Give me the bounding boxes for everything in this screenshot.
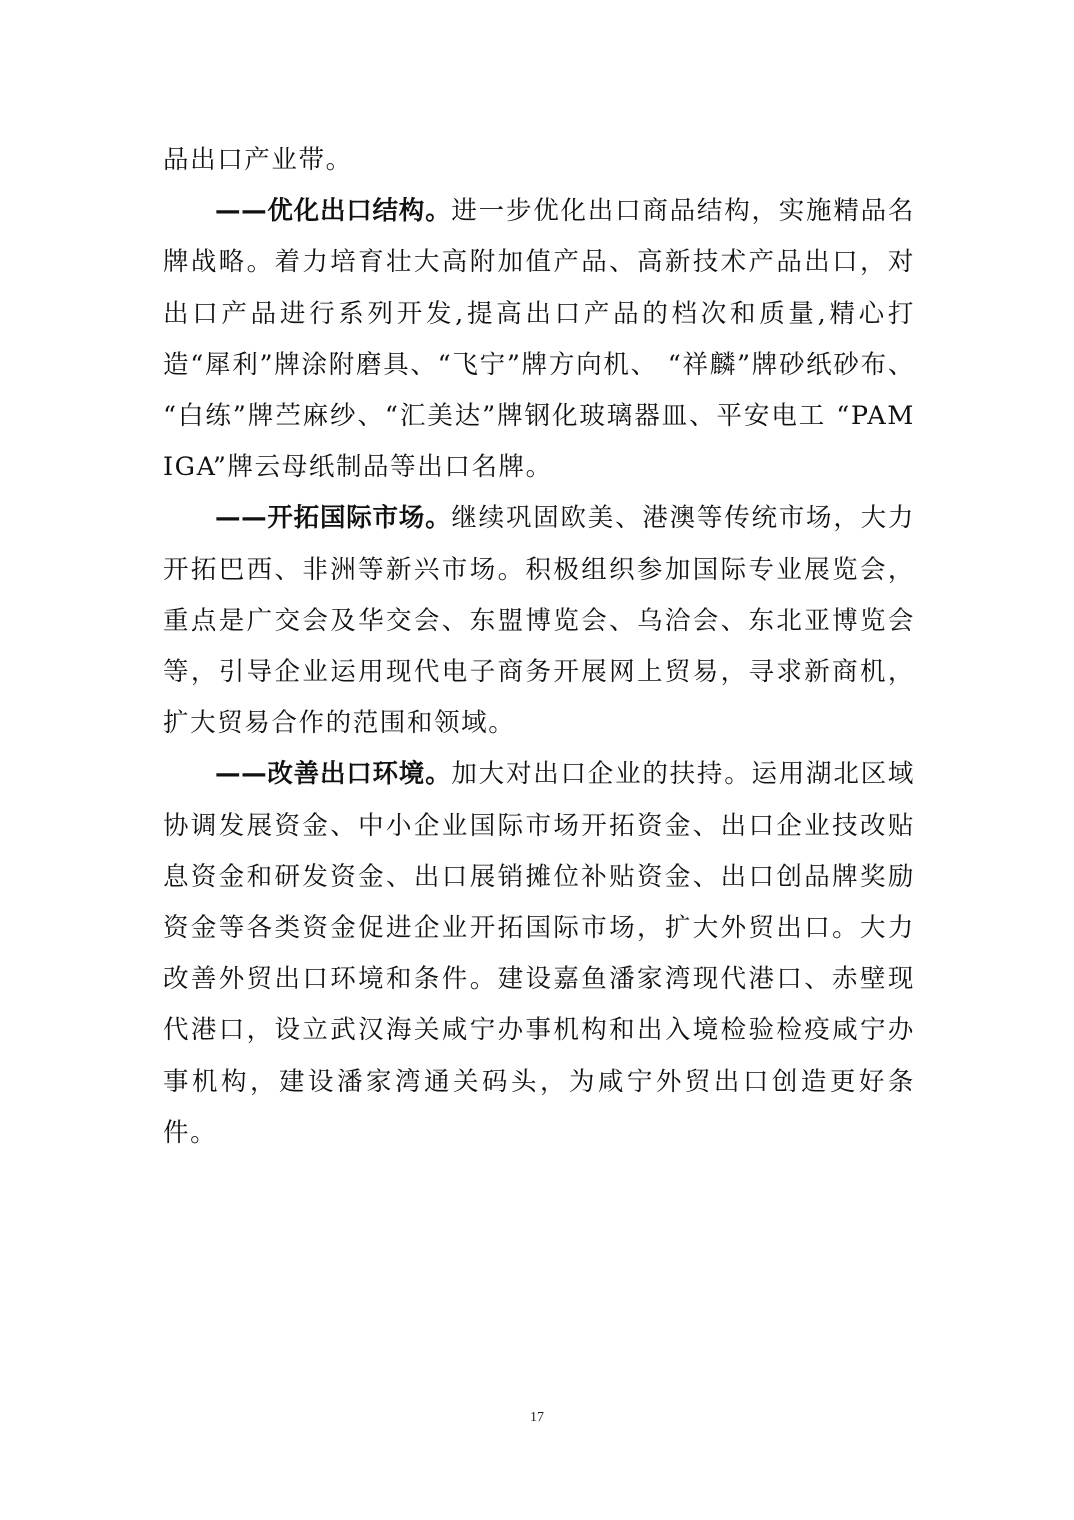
- paragraph-continuation: [163, 135, 915, 186]
- paragraph-text: 继续巩固欧美、港澳等传统市场，大力开拓巴西、非洲等新兴市场。积极组织参加国际专业展览会，重点是广交会及华交会、东盟博览会、乌洽会、东北亚博览会等，引导企业运用现代电子商务开展网上贸易，寻求新商机，扩大贸易合作的范围和领域。: [163, 503, 916, 739]
- paragraph-text: 加大对出口企业的扶持。运用湖北区域协调发展资金、中小企业国际市场开拓资金、出口企业技改贴息资金和研发资金、出口展销摊位补贴资金、出口创品牌奖励资金等各类资金促进企业开拓国际市场，扩大外贸出口。大力改善外贸出口环境和条件。建设嘉鱼潘家湾现代港口、赤壁现代港口，设立武汉海关咸宁办事机构和出入境检验检疫咸宁办事机构，建设潘家湾通关码头，为咸宁外贸出口创造更好条件。: [163, 759, 916, 1148]
- paragraph-expand-international-market: [163, 493, 915, 749]
- document-body: [163, 135, 915, 1159]
- paragraph-optimize-export-structure: [163, 186, 915, 493]
- paragraph-heading: ——开拓国际市场。: [215, 503, 452, 534]
- paragraph-text: 进一步优化出口商品结构，实施精品名牌战略。着力培育壮大高附加值产品、高新技术产品出口，对出口产品进行系列开发,提高出口产品的档次和质量,精心打造“犀利”牌涂附磨具、“飞宁”牌方向机、 “祥麟”牌砂纸砂布、 “白练”牌苎麻纱、“汇美达”牌钢化玻璃器皿、平安电工 “PAMIGA”牌云母纸制品等出口名牌。: [163, 196, 916, 483]
- paragraph-improve-export-environment: [163, 749, 915, 1159]
- paragraph-heading: ——优化出口结构。: [215, 196, 452, 227]
- page-number: 17: [530, 1410, 544, 1425]
- paragraph-text: 品出口产业带。: [163, 145, 353, 175]
- paragraph-heading: ——改善出口环境。: [215, 759, 452, 790]
